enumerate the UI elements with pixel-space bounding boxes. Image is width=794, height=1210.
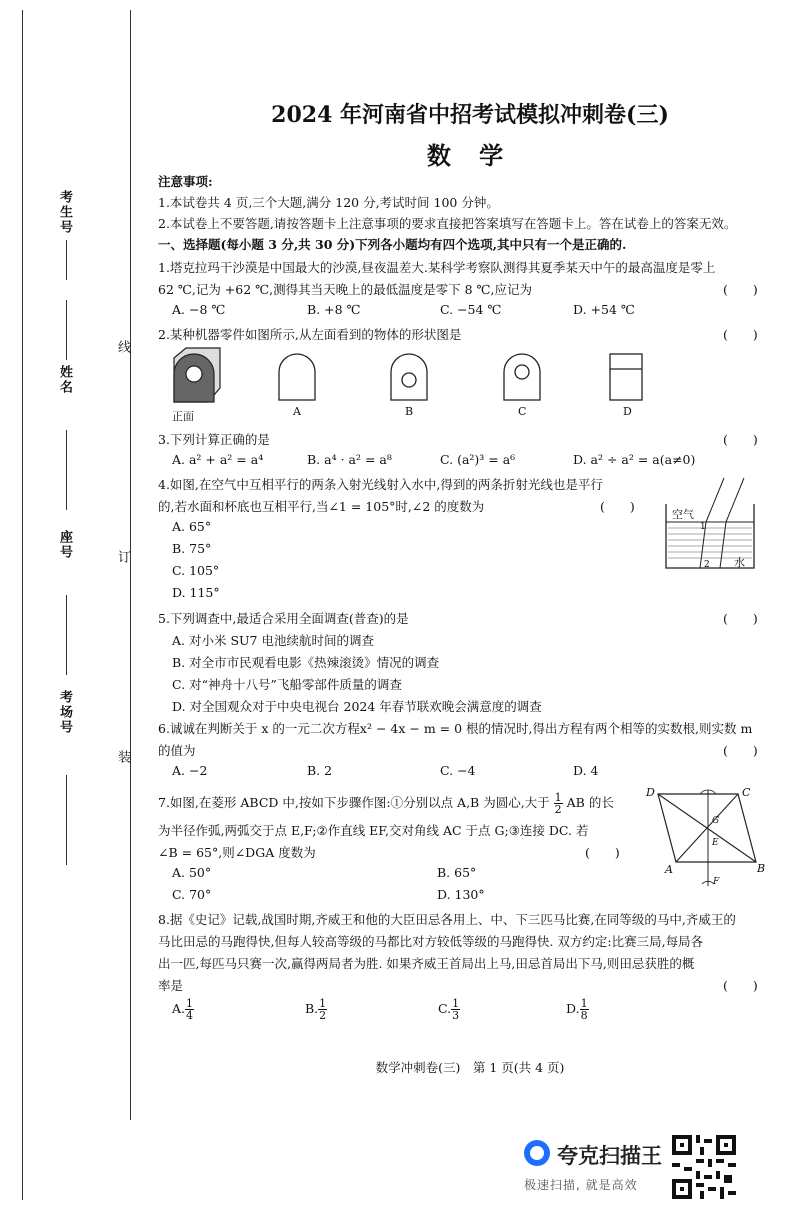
q6-option-b: B. 2 (307, 763, 333, 778)
q4-line-2: 的,若水面和杯底也互相平行,当∠1 = 105°时,∠2 的度数为 (158, 499, 485, 514)
q6-option-a: A. −2 (172, 763, 208, 778)
margin-field-student-id: 考生号 (57, 190, 72, 235)
cut-mark-bind: 订 (115, 550, 130, 565)
q7-label-d: D (646, 786, 655, 799)
q7-option-a: A. 50° (172, 865, 212, 880)
margin-field-room: 考场号 (57, 690, 72, 735)
q5-option-d: D. 对全国观众对于中央电视台 2024 年春节联欢晚会满意度的调查 (172, 699, 542, 714)
q5-option-a: A. 对小米 SU7 电池续航时间的调查 (172, 633, 374, 648)
q8-line-3: 出一匹,每匹马只赛一次,赢得两局者为胜. 如果齐威王首局出上马,田忌首局出下马,则田忌获胜的概 (158, 956, 695, 971)
watermark-slogan: 极速扫描, 就是高效 (524, 1178, 638, 1192)
q5-option-b: B. 对全市市民观看电影《热辣滚烫》情况的调查 (172, 655, 440, 670)
q5-stem: 5.下列调查中,最适合采用全面调查(普查)的是 (158, 611, 409, 626)
margin-blank-bottom (66, 775, 67, 865)
q8-line-2: 马比田忌的马跑得快,但每人较高等级的马都比对方较低等级的马跑得快. 双方约定:比赛三局,每局各 (158, 934, 704, 949)
q3-option-d: D. a² ÷ a² = a(a≠0) (573, 452, 696, 467)
q6-option-c: C. −4 (440, 763, 476, 778)
margin-blank-name (66, 300, 67, 360)
q2-option-d-label: D (623, 405, 632, 418)
cut-mark-pack: 装 (115, 750, 130, 765)
scanner-logo-icon (524, 1140, 550, 1166)
q4-option-b: B. 75° (172, 541, 212, 556)
q1-option-c: C. −54 ℃ (440, 302, 502, 317)
margin-border-outer (22, 10, 23, 1200)
q2-figure-part (168, 344, 224, 406)
q2-option-a-label: A (293, 405, 301, 418)
q2-option-c-shape (502, 352, 542, 402)
q8-option-c: C. $\frac{1}{3}$ (438, 997, 460, 1022)
q8-option-a: A. $\frac{1}{4}$ (172, 997, 194, 1022)
watermark-brand: 夸克扫描王 (557, 1144, 662, 1168)
margin-blank-seat (66, 430, 67, 510)
q4-label-water: 水 (734, 556, 745, 569)
q7-line-2: 为半径作弧,两弧交于点 E,F;②作直线 EF,交对角线 AC 于点 G;③连接 DC. 若 (158, 823, 589, 838)
q3-option-b: B. a⁴ · a² = a⁸ (307, 452, 392, 467)
q8-option-d: D. $\frac{1}{8}$ (566, 997, 588, 1022)
q7-option-d: D. 130° (437, 887, 485, 902)
q3-option-a: A. a² + a² = a⁴ (172, 452, 264, 467)
q4-label-angle-1: 1 (700, 522, 706, 532)
q7-label-b: B (757, 862, 766, 875)
q7-label-g: G (712, 816, 720, 826)
q4-label-air: 空气 (672, 508, 694, 521)
q2-option-d-shape (608, 352, 644, 402)
q7-label-e: E (712, 838, 719, 848)
q4-option-c: C. 105° (172, 563, 220, 578)
q1-answer-paren: ( ) (723, 282, 758, 297)
q2-option-c-label: C (518, 405, 527, 418)
q1-option-b: B. +8 ℃ (307, 302, 361, 317)
margin-border-inner (130, 10, 131, 1120)
q4-label-angle-2: 2 (704, 560, 710, 570)
q4-line-1: 4.如图,在空气中互相平行的两条入射光线射入水中,得到的两条折射光线也是平行 (158, 477, 603, 492)
q3-answer-paren: ( ) (723, 432, 758, 447)
q6-answer-paren: ( ) (723, 743, 758, 758)
q3-stem: 3.下列计算正确的是 (158, 432, 270, 447)
q4-option-d: D. 115° (172, 585, 220, 600)
q6-line-2: 的值为 (158, 743, 196, 758)
q7-label-a: A (665, 863, 673, 876)
q2-stem: 2.某种机器零件如图所示,从左面看到的物体的形状图是 (158, 327, 462, 342)
q8-line-4: 率是 (158, 978, 184, 993)
q7-label-f: F (713, 877, 720, 887)
notice-item-1: 1.本试卷共 4 页,三个大题,满分 120 分,考试时间 100 分钟。 (158, 195, 499, 210)
cut-mark-line: 线 (115, 340, 130, 355)
q7-line-1-end: AB 的长 (566, 795, 614, 810)
q2-option-a-shape (277, 352, 317, 402)
q7-line-1-start: 7.如图,在菱形 ABCD 中,按如下步骤作图:①分别以点 A,B 为圆心,大于 (158, 795, 550, 810)
q7-label-c: C (742, 786, 751, 799)
q7-answer-paren: ( ) (585, 845, 620, 860)
q4-figure-cup (660, 476, 760, 576)
q8-answer-paren: ( ) (723, 978, 758, 993)
q1-option-a: A. −8 ℃ (172, 302, 226, 317)
q6-line-1: 6.诚诚在判断关于 x 的一元二次方程x² − 4x − m = 0 根的情况时,得出方程有两个相等的实数根,则实数 m (158, 721, 753, 736)
q8-line-1: 8.据《史记》记载,战国时期,齐威王和他的大臣田忌各用上、中、下三匹马比赛,在同等级的马中,齐威王的 (158, 912, 736, 927)
q3-option-c: C. (a²)³ = a⁶ (440, 452, 516, 467)
page-footer: 数学冲刺卷(三) 第 1 页(共 4 页) (375, 1060, 565, 1075)
margin-field-seat: 座号 (57, 530, 72, 560)
margin-blank-student-id (66, 240, 67, 280)
q4-answer-paren: ( ) (600, 499, 635, 514)
q2-option-b-label: B (405, 405, 414, 418)
q7-option-c: C. 70° (172, 887, 212, 902)
q2-answer-paren: ( ) (723, 327, 758, 342)
qr-code-icon (672, 1135, 736, 1199)
margin-field-name: 姓名 (57, 365, 72, 395)
subject-title: 数 学 (426, 141, 514, 170)
notice-item-2: 2.本试卷上不要答题,请按答题卡上注意事项的要求直接把答案填写在答题卡上。答在试卷上的答案无效。 (158, 216, 737, 231)
exam-title: 2024 年河南省中招考试模拟冲刺卷(三) (271, 102, 669, 128)
q5-option-c: C. 对“神舟十八号”飞船零部件质量的调查 (172, 677, 402, 692)
q1-line-2: 62 ℃,记为 +62 ℃,测得其当天晚上的最低温度是零下 8 ℃,应记为 (158, 282, 532, 297)
q1-option-d: D. +54 ℃ (573, 302, 635, 317)
notice-heading: 注意事项: (158, 174, 213, 189)
q5-answer-paren: ( ) (723, 611, 758, 626)
q8-option-b: B. $\frac{1}{2}$ (305, 997, 327, 1022)
q7-option-b: B. 65° (437, 865, 477, 880)
q4-option-a: A. 65° (172, 519, 212, 534)
q7-line-1 (158, 792, 614, 815)
section-1-heading: 一、选择题(每小题 3 分,共 30 分)下列各小题均有四个选项,其中只有一个是正确的. (158, 237, 627, 252)
q7-line-3: ∠B = 65°,则∠DGA 度数为 (158, 845, 316, 860)
q2-front-label: 正面 (172, 410, 194, 423)
q7-fraction: $\frac{1}{2}$ (554, 791, 562, 816)
q2-option-b-shape (389, 352, 429, 402)
q6-option-d: D. 4 (573, 763, 599, 778)
margin-blank-room (66, 595, 67, 675)
q1-line-1: 1.塔克拉玛干沙漠是中国最大的沙漠,昼夜温差大.某科学考察队测得其夏季某天中午的最高温度是零上 (158, 260, 716, 275)
